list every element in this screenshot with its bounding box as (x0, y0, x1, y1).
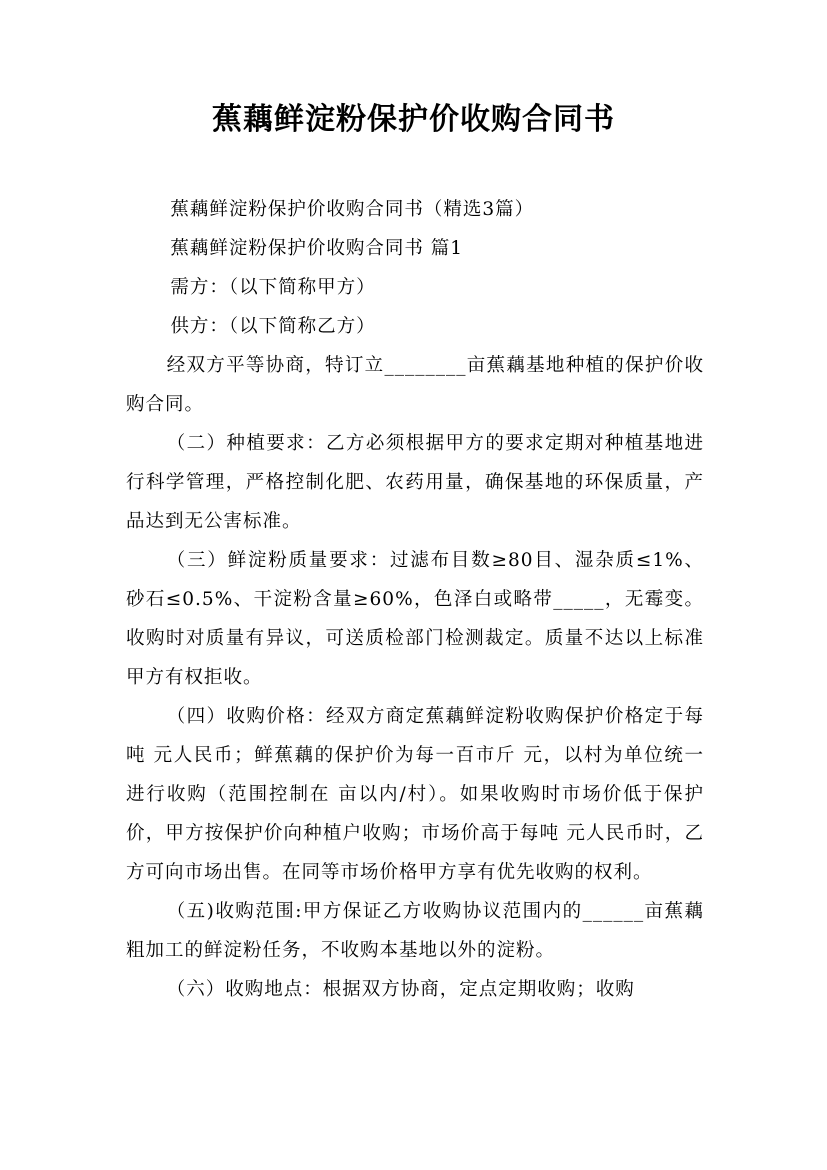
paragraph-supplier: 供方：（以下简称乙方） (170, 316, 376, 337)
document-body (126, 190, 704, 1009)
document-title: 蕉藕鲜淀粉保护价收购合同书 (212, 102, 615, 137)
paragraph-agreement: 经双方平等协商，特订立________亩蕉藕基地种植的保护价收购合同。 (126, 355, 704, 415)
paragraph-buyer: 需方：（以下简称甲方） (170, 277, 376, 298)
paragraph-purchase-scope: （五)收购范围:甲方保证乙方收购协议范围内的______亩蕉藕粗加工的鲜淀粉任务，不收购本基地以外的淀粉。 (126, 901, 704, 961)
paragraph-purchase-price: （四）收购价格：经双方商定蕉藕鲜淀粉收购保护价格定于每吨 元人民币；鲜蕉藕的保护价为每一百市斤 元，以村为单位统一进行收购（范围控制在 亩以内/村）。如果收购时市场价低于保护价，甲方按保护价向种植户收购；市场价高于每吨 元人民币时，乙方可向市场出售。在同等市场价格甲方享有优先收购的权利。 (126, 706, 704, 883)
paragraph-planting-requirements: （二）种植要求：乙方必须根据甲方的要求定期对种植基地进行科学管理，严格控制化肥、农药用量，确保基地的环保质量，产品达到无公害标准。 (126, 433, 704, 532)
paragraph-subtitle: 蕉藕鲜淀粉保护价收购合同书（精选3篇） (170, 199, 535, 220)
paragraph-quality-requirements: （三）鲜淀粉质量要求：过滤布目数≥80目、湿杂质≤1%、砂石≤0.5%、干淀粉含量≥60%，色泽白或略带_____，无霉变。收购时对质量有异议，可送质检部门检测裁定。质量不达以上标准甲方有权拒收。 (126, 550, 704, 688)
paragraph-section-heading: 蕉藕鲜淀粉保护价收购合同书 篇1 (170, 238, 464, 259)
paragraph-purchase-location: （六）收购地点：根据双方协商，定点定期收购；收购 (166, 979, 635, 1000)
